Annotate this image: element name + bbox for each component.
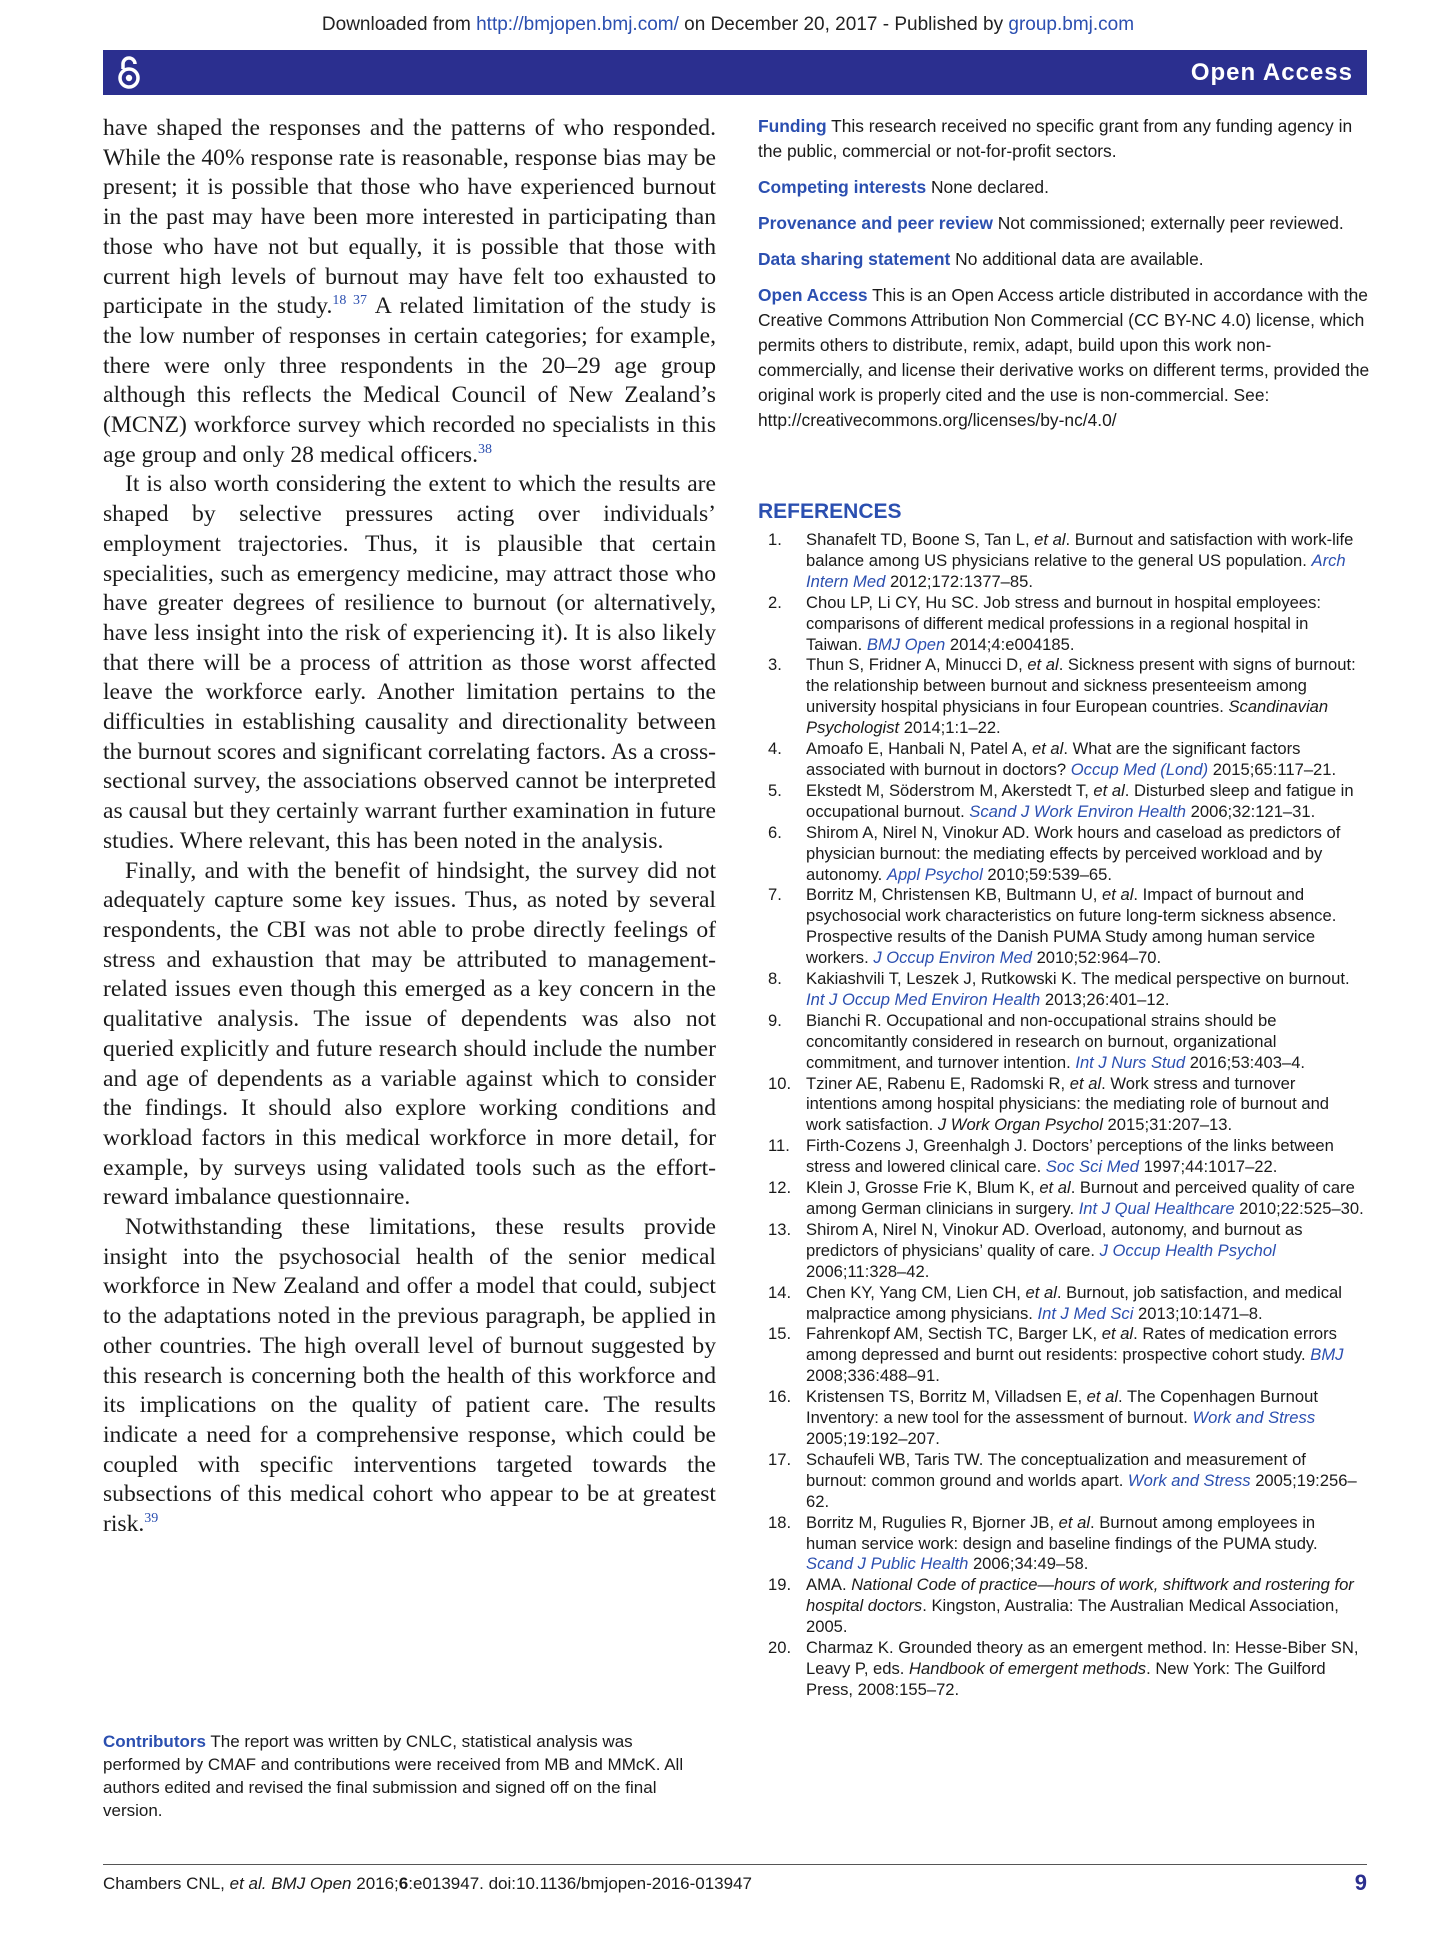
competing-label: Competing interests	[758, 177, 927, 197]
reference-title: . Work stress and turnover intentions among hospital physicians: the mediating role of burnout and work satisfaction.	[806, 1073, 1330, 1135]
funding-label: Funding	[758, 116, 827, 136]
reference-title: . Burnout, job satisfaction, and medical malpractice among physicians.	[806, 1282, 1342, 1323]
reference-etal: et al	[1031, 739, 1064, 759]
citation-18-37[interactable]: 18 37	[332, 293, 368, 309]
reference-authors: Charmaz K. Grounded theory as an emergent method. In: Hesse-Biber SN, Leavy P, eds.	[806, 1638, 1359, 1678]
reference-journal-link[interactable]: Arch Intern Med	[806, 550, 1346, 591]
reference-details: . New York: The Guilford Press, 2008:155–72.	[806, 1658, 1326, 1699]
reference-etal: et al	[1027, 655, 1059, 675]
reference-authors: Shanafelt TD, Boone S, Tan L,	[806, 530, 1035, 549]
reference-authors: Shirom A, Nirel N, Vinokur AD. Overload, autonomy, and burnout as predictors of physicians’ quality of care.	[806, 1219, 1303, 1260]
reference-authors: Ekstedt M, Söderstrom M, Akerstedt T,	[806, 780, 1094, 800]
reference-details: 2013;26:401–12.	[1040, 989, 1170, 1009]
body-paragraph-1	[103, 114, 716, 470]
body-paragraph-3: Finally, and with the benefit of hindsight, the survey did not adequately capture some key issues. Thus, as noted by several respondents, the CBI was not able to probe directly feelings of stress and exhaustion that may be attributed to management-related issues even though this emerged as a key concern in the qualitative analysis. The issue of dependents was also not queried explicitly and future research should include the number and age of dependents as a variable against which to consider the findings. It should also explore working conditions and workload factors in this medical workforce in more detail, for example, by surveys using validated tools such as the effort-reward imbalance questionnaire.	[103, 857, 716, 1211]
reference-number: 11.	[768, 1136, 790, 1156]
reference-details: 2010;59:539–65.	[982, 864, 1112, 884]
reference-etal: et al	[1069, 1073, 1102, 1093]
reference-item	[758, 1324, 1366, 1387]
reference-title: . Impact of burnout and psychosocial work characteristics on future long-term sickness absence. Prospective results of the Danish PUMA Study among human service workers.	[806, 885, 1337, 968]
reference-details: 2006;34:49–58.	[968, 1554, 1089, 1574]
footer-year: 2016;	[351, 1874, 399, 1893]
reference-details: 2016;53:403–4.	[1185, 1052, 1306, 1072]
body-paragraph-2: It is also worth considering the extent to which the results are shaped by selective pressures acting over individuals’ employment trajectories. Thus, it is plausible that certain specialities, such as emergency medicine, may attract those who have greater degrees of resilience to burnout (or alternatively, have less insight into the risk of experiencing it). It is also likely that there will be a process of attrition as those worst affected leave the workforce early. Another limitation pertains to the difficulties in establishing causality and directionality between the burnout scores and significant correlating factors. As a cross-sectional survey, the associations observed cannot be interpreted as causal but they certainly warrant further examination in future studies. Where relevant, this has been noted in the analysis.	[103, 471, 716, 854]
citation-38[interactable]: 38	[477, 441, 492, 457]
reference-item	[758, 823, 1366, 886]
reference-authors: Firth-Cozens J, Greenhalgh J. Doctors’ perceptions of the links between stress and lowered clinical care.	[806, 1136, 1334, 1177]
reference-number: 20.	[768, 1638, 792, 1658]
reference-journal-link[interactable]: Int J Med Sci	[1037, 1303, 1134, 1323]
reference-etal: et al	[1086, 1387, 1119, 1407]
open-access-note	[758, 283, 1370, 433]
reference-journal-link[interactable]: Int J Nurs Stud	[1075, 1052, 1186, 1072]
reference-details: 2015;31:207–13.	[1102, 1115, 1233, 1135]
reference-item	[758, 1220, 1366, 1283]
reference-journal-link[interactable]: Work and Stress	[1127, 1470, 1251, 1490]
reference-title: . Burnout and perceived quality of care among German clinicians in surgery.	[806, 1178, 1355, 1218]
reference-details: . Kingston, Australia: The Australian Medical Association, 2005.	[806, 1596, 1339, 1637]
reference-etal: et al	[1039, 1178, 1071, 1198]
reference-details: 2012;172:1377–85.	[885, 571, 1033, 591]
reference-authors: Schaufeli WB, Taris TW. The conceptualization and measurement of burnout: common ground and worlds apart.	[806, 1449, 1306, 1490]
reference-journal-link[interactable]: Scand J Work Environ Health	[969, 801, 1187, 821]
reference-journal: J Work Organ Psychol	[937, 1115, 1103, 1135]
reference-journal-link[interactable]: J Occup Environ Med	[873, 948, 1032, 968]
page-number: 9	[1354, 1870, 1367, 1895]
open-access-text: This is an Open Access article distributed in accordance with the Creative Commons Attribution Non Commercial (CC BY-NC 4.0) license, which permits others to distribute, remix, adapt, build upon this work non-commercially, and license their derivative works on different terms, provided the original work is properly cited and the use is non-commercial. See: http://creativecommons.org/licenses/by-nc/4.0/	[758, 285, 1370, 430]
reference-number: 5.	[768, 780, 782, 800]
provenance-text: Not commissioned; externally peer reviewed.	[992, 213, 1344, 233]
reference-details: 2015;65:117–21.	[1208, 759, 1337, 779]
reference-number: 7.	[768, 885, 782, 905]
reference-item	[758, 969, 1366, 1011]
bmjopen-link[interactable]: http://bmjopen.bmj.com/	[476, 14, 679, 35]
reference-authors: Borritz M, Rugulies R, Bjorner JB,	[806, 1512, 1059, 1532]
reference-authors: Klein J, Grosse Frie K, Blum K,	[806, 1178, 1040, 1198]
reference-journal-link[interactable]: BMJ	[1310, 1345, 1344, 1365]
left-column	[103, 114, 716, 1540]
reference-title: . Sickness present with signs of burnout: the relationship between burnout and sickness presenteeism among university hospital physicians in four European countries.	[806, 655, 1356, 717]
reference-title: . Rates of medication errors among depressed and burnt out residents: prospective cohort study.	[806, 1324, 1337, 1365]
reference-journal-link[interactable]: BMJ Open	[866, 634, 946, 654]
reference-number: 6.	[768, 822, 782, 842]
provenance-note	[758, 211, 1370, 236]
reference-number: 16.	[768, 1387, 792, 1407]
provenance-label: Provenance and peer review	[758, 213, 993, 233]
reference-journal: Handbook of emergent methods	[909, 1658, 1147, 1678]
reference-number: 13.	[768, 1219, 792, 1239]
reference-authors: Chou LP, Li CY, Hu SC. Job stress and burnout in hospital employees: comparisons of different medical professions in a regional hospital in Taiwan.	[806, 592, 1322, 654]
data-sharing-text: No additional data are available.	[950, 249, 1204, 269]
reference-number: 18.	[768, 1512, 792, 1532]
reference-journal-link[interactable]: Soc Sci Med	[1045, 1157, 1139, 1177]
reference-authors: Fahrenkopf AM, Sectish TC, Barger LK,	[806, 1324, 1102, 1344]
reference-authors: Kakiashvili T, Leszek J, Rutkowski K. The medical perspective on burnout.	[806, 969, 1350, 989]
reference-number: 1.	[768, 530, 782, 549]
references-heading: REFERENCES	[758, 500, 902, 523]
reference-item	[758, 1387, 1366, 1450]
body-paragraph-4	[103, 1213, 716, 1540]
reference-authors: Thun S, Fridner A, Minucci D,	[806, 655, 1028, 675]
download-middle: on December 20, 2017 - Published by	[678, 14, 1009, 35]
reference-title: . Burnout among employees in human service work: design and baseline findings of the PUMA study.	[806, 1512, 1318, 1553]
reference-journal-link[interactable]: Scand J Public Health	[806, 1554, 969, 1574]
banner-title: Open Access	[1190, 59, 1353, 86]
page-footer	[103, 1870, 1367, 1895]
reference-item	[758, 530, 1366, 593]
reference-item	[758, 1074, 1366, 1137]
reference-number: 8.	[768, 969, 782, 989]
reference-journal: National Code of practice—hours of work, shiftwork and rostering for hospital doctors	[806, 1575, 1354, 1616]
download-prefix: Downloaded from	[321, 14, 477, 35]
para1-text-a: have shaped the responses and the patterns of who responded. While the 40% response rate is reasonable, response bias may be present; it is possible that those who have experienced burnout in the past may have been more interested in participating than those who have not but equally, it is possible that those with current high levels of burnout may have felt too exhausted to participate in the study.	[103, 115, 716, 320]
footer-volume: 6	[398, 1874, 409, 1893]
reference-etal: et al	[1025, 1282, 1057, 1302]
footer-doi: :e013947. doi:10.1136/bmjopen-2016-013947	[408, 1874, 753, 1893]
reference-item	[758, 1513, 1366, 1576]
right-column	[758, 114, 1370, 444]
reference-item	[758, 781, 1366, 823]
reference-number: 17.	[768, 1449, 792, 1469]
footer-authors: Chambers CNL,	[103, 1874, 230, 1893]
reference-title: . Burnout and satisfaction with work-life balance among US physicians relative to the general US population.	[806, 530, 1354, 570]
reference-details: 2010;52:964–70.	[1031, 948, 1162, 968]
footer-rule	[103, 1864, 1367, 1865]
reference-item	[758, 1011, 1366, 1074]
reference-etal: et al	[1034, 530, 1066, 549]
reference-journal-link[interactable]: J Occup Health Psychol	[1099, 1240, 1276, 1260]
open-access-lock-icon	[115, 55, 143, 91]
reference-number: 2.	[768, 592, 782, 612]
reference-item	[758, 1638, 1366, 1701]
reference-journal-link[interactable]: Int J Qual Healthcare	[1078, 1199, 1235, 1218]
citation-39[interactable]: 39	[144, 1511, 159, 1527]
reference-details: 2006;32:121–31.	[1186, 801, 1316, 821]
reference-details: 2005;19:192–207.	[806, 1428, 940, 1448]
footer-etal: et al	[229, 1874, 262, 1893]
reference-item	[758, 1136, 1366, 1178]
reference-item	[758, 655, 1366, 739]
para1-text-b: A related limitation of the study is the low number of responses in certain categories; for example, there were only three respondents in the 20–29 age group although this reflects the Medical Council of New Zealand’s (MCNZ) workforce survey which recorded no specialists in this age group and only 28 medical officers.	[103, 293, 717, 468]
reference-item	[758, 1283, 1366, 1325]
reference-authors: AMA.	[806, 1575, 852, 1595]
reference-number: 12.	[768, 1178, 792, 1198]
reference-number: 9.	[768, 1010, 782, 1030]
reference-etal: et al	[1102, 885, 1134, 905]
reference-item	[758, 593, 1366, 656]
open-access-label: Open Access	[758, 285, 868, 305]
reference-details: 2013;10:1471–8.	[1133, 1303, 1263, 1323]
download-line	[0, 14, 1456, 36]
reference-journal-link[interactable]: Int J Occup Med Environ Health	[806, 989, 1041, 1009]
reference-authors: Borritz M, Christensen KB, Bultmann U,	[806, 885, 1103, 905]
footer-journal: . BMJ Open	[261, 1874, 352, 1893]
data-sharing-label: Data sharing statement	[758, 249, 951, 269]
funding-text: This research received no specific grant from any funding agency in the public, commercial or not-for-profit sectors.	[758, 116, 1353, 161]
reference-number: 3.	[768, 655, 782, 675]
publisher-link[interactable]: group.bmj.com	[1008, 14, 1135, 35]
reference-details: 2014;1:1–22.	[899, 718, 1001, 738]
para4-text: Notwithstanding these limitations, these results provide insight into the psychosocial health of the senior medical workforce in New Zealand and offer a model that could, subject to the adaptations noted in the previous paragraph, be applied in other countries. The high overall level of burnout suggested by this research is concerning both the health of this workforce and its implications on the quality of patient care. The results indicate a need for a comprehensive response, which could be coupled with specific interventions targeted towards the subsections of this medical cohort who appear to be at greatest risk.	[103, 1214, 716, 1538]
reference-number: 4.	[768, 739, 782, 759]
reference-details: 2014;4:e004185.	[945, 634, 1075, 654]
reference-authors: Bianchi R. Occupational and non-occupational strains should be concomitantly considered in research on burnout, organizational commitment, and turnover intention.	[806, 1010, 1277, 1072]
reference-item	[758, 739, 1366, 781]
reference-item	[758, 1575, 1366, 1638]
competing-text: None declared.	[926, 177, 1049, 197]
contributors-text: The report was written by CNLC, statistical analysis was performed by CMAF and contributions were received from MB and MMcK. All authors edited and revised the final submission and signed off on the final version.	[103, 1732, 684, 1820]
reference-number: 15.	[768, 1324, 792, 1344]
reference-journal-link[interactable]: Work and Stress	[1192, 1408, 1316, 1428]
reference-etal: et al	[1058, 1512, 1091, 1532]
reference-details: 1997;44:1017–22.	[1138, 1157, 1278, 1177]
funding-note	[758, 114, 1370, 164]
contributors-label: Contributors	[103, 1732, 206, 1751]
reference-item	[758, 1450, 1366, 1513]
reference-details: 2010;22:525–30.	[1234, 1199, 1364, 1218]
reference-item	[758, 885, 1366, 969]
reference-title: . Disturbed sleep and fatigue in occupational burnout.	[806, 780, 1354, 821]
reference-authors: Tziner AE, Rabenu E, Radomski R,	[806, 1073, 1070, 1093]
reference-title: . What are the significant factors associated with burnout in doctors?	[806, 739, 1301, 779]
contributors-note	[103, 1730, 713, 1822]
reference-number: 10.	[768, 1073, 792, 1093]
reference-etal: et al	[1101, 1324, 1134, 1344]
reference-authors: Amoafo E, Hanbali N, Patel A,	[806, 739, 1032, 759]
reference-journal-link[interactable]: Occup Med (Lond)	[1070, 759, 1209, 779]
reference-authors: Kristensen TS, Borritz M, Villadsen E,	[806, 1387, 1087, 1407]
reference-details: 2006;11:328–42.	[806, 1261, 930, 1281]
reference-authors: Shirom A, Nirel N, Vinokur AD. Work hours and caseload as predictors of physician burnout: the mediating effects by perceived workload and by autonomy.	[806, 822, 1341, 884]
competing-interests-note	[758, 175, 1370, 200]
open-access-banner	[103, 50, 1367, 95]
reference-authors: Chen KY, Yang CM, Lien CH,	[806, 1282, 1026, 1302]
reference-details: 2005;19:256–62.	[806, 1470, 1357, 1511]
reference-number: 14.	[768, 1282, 792, 1302]
reference-item	[758, 1178, 1366, 1220]
reference-journal-link[interactable]: Appl Psychol	[886, 864, 983, 884]
reference-title: . The Copenhagen Burnout Inventory: a new tool for the assessment of burnout.	[806, 1387, 1318, 1428]
reference-number: 19.	[768, 1575, 792, 1595]
data-sharing-note	[758, 247, 1370, 272]
reference-details: 2008;336:488–91.	[806, 1366, 940, 1386]
reference-etal: et al	[1093, 780, 1125, 800]
reference-list	[758, 530, 1366, 1701]
reference-journal: Scandinavian Psychologist	[806, 697, 1329, 738]
